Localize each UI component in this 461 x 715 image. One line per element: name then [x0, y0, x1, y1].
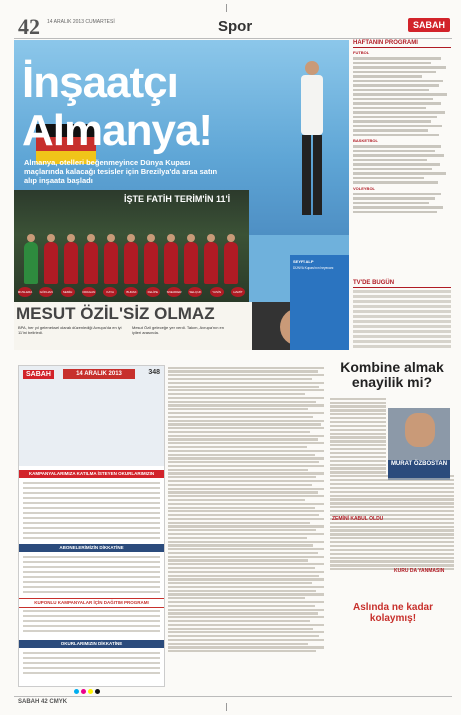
page-footer: [14, 696, 452, 709]
player-figure: [64, 242, 78, 284]
team-title: İŞTE FATİH TERİM'İN 11'İ: [124, 194, 231, 204]
player-name: MUSLERA: [18, 287, 32, 297]
campaign-advertisement: [18, 365, 165, 687]
page-header: [14, 14, 452, 39]
player-name: GÖKHAN: [39, 287, 53, 297]
ad-band-distribution: KUPONLU KAMPANYALAR İÇİN DAĞITIM PROGRAMI: [19, 598, 164, 608]
bottom-headline: Aslında ne kadar kolaymış!: [352, 602, 434, 624]
headline-line-1: İnşaatçı: [22, 58, 178, 107]
footer-page: 42: [41, 699, 48, 705]
side-story-author: SEYFİ ALP: [293, 259, 314, 264]
player-figure: [44, 242, 58, 284]
mesut-body-1: BPA, her yıl geleneksel olarak düzenlediği Avrupa'da en iyi 11'ini belirledi.: [18, 325, 122, 335]
author-name: MURAT ÖZBOSTAN: [388, 460, 450, 478]
subhead-zemin: ZEMİNİ KABUL OLDU: [332, 516, 384, 522]
player-figure: [144, 242, 158, 284]
section-title: Spor: [218, 18, 253, 35]
footer-cmyk: CMYK: [49, 699, 68, 705]
footer-brand: [18, 699, 67, 705]
player-name: KAYA: [103, 287, 117, 297]
player-name: SEMİH: [61, 287, 75, 297]
tv-listings: [353, 280, 451, 350]
text-column: [168, 365, 324, 685]
ad-date: 14 ARALIK 2013: [63, 369, 135, 379]
author-face: [405, 413, 435, 447]
headline-line-2: Almanya!: [22, 106, 213, 155]
player-name: SELÇUK: [188, 287, 202, 297]
player-name-badges: [18, 287, 245, 299]
player-figure: [184, 242, 198, 284]
color-registration-dots: [74, 689, 100, 694]
player-figure: [24, 242, 38, 284]
player-name: DRAGAN: [82, 287, 96, 297]
team-photo: [14, 190, 249, 302]
ad-band-readers: OKURLARIMIZIN DİKKATİNE: [19, 640, 164, 648]
player-figure: [204, 242, 218, 284]
mesut-body-2: Mesut Özil geleceğe yer verdi. Takım, Avrupa'nın en iyileri arasında.: [132, 325, 224, 335]
player-name: SNEIJDER: [167, 287, 181, 297]
player-figure: [124, 242, 138, 284]
subhead-kuru: KURU DA YANMASIN: [394, 568, 445, 574]
sabah-logo: SABAH: [408, 18, 450, 32]
mesut-headline: MESUT ÖZİL'SİZ OLMAZ: [16, 304, 215, 323]
ad-band-campaign: KAMPANYALARIMIZA KATILMA İSTEYEN OKURLARIMIZIN: [19, 470, 164, 478]
issue-date: 14 ARALIK 2013 CUMARTESİ: [47, 19, 115, 25]
player-figure: [224, 242, 238, 284]
ad-band-subscribers: ABONELERİMİZİN DİKKATİNE: [19, 544, 164, 552]
player-figure: [84, 242, 98, 284]
player-name: FELİPE: [146, 287, 160, 297]
player-name: HAMİT: [231, 287, 245, 297]
tv-title: TV'DE BUGÜN: [353, 280, 451, 288]
article-title: Kombine almak enayilik mi?: [340, 359, 444, 390]
side-story-text: DÜNYA Kupası'nın heyecanı: [293, 266, 334, 270]
footer-brand-name: SABAH: [18, 699, 40, 705]
standing-man-photo: [292, 58, 332, 228]
page-number: 42: [18, 14, 40, 39]
ad-number: 348: [148, 369, 160, 376]
player-name: YASİN: [210, 287, 224, 297]
program-label-volleyball: VOLEYBOL: [353, 185, 376, 191]
program-label-basketball: BASKETBOL: [353, 138, 378, 143]
player-figure: [104, 242, 118, 284]
program-title: HAFTANIN PROGRAMI: [353, 40, 451, 48]
lead-text: Almanya, otelleri beğenmeyince Dünya Kupası maçlarında kalacağı tesisler için Brezilya'da arsa satın alıp inşaata başladı: [24, 158, 218, 185]
player-name: BURAK: [124, 287, 138, 297]
program-column: [353, 40, 451, 310]
ad-logo: SABAH: [23, 370, 54, 379]
program-label-football: FUTBOL: [353, 50, 370, 55]
crop-mark-top: [226, 4, 227, 12]
player-figure: [164, 242, 178, 284]
ad-header-area: [19, 366, 164, 466]
